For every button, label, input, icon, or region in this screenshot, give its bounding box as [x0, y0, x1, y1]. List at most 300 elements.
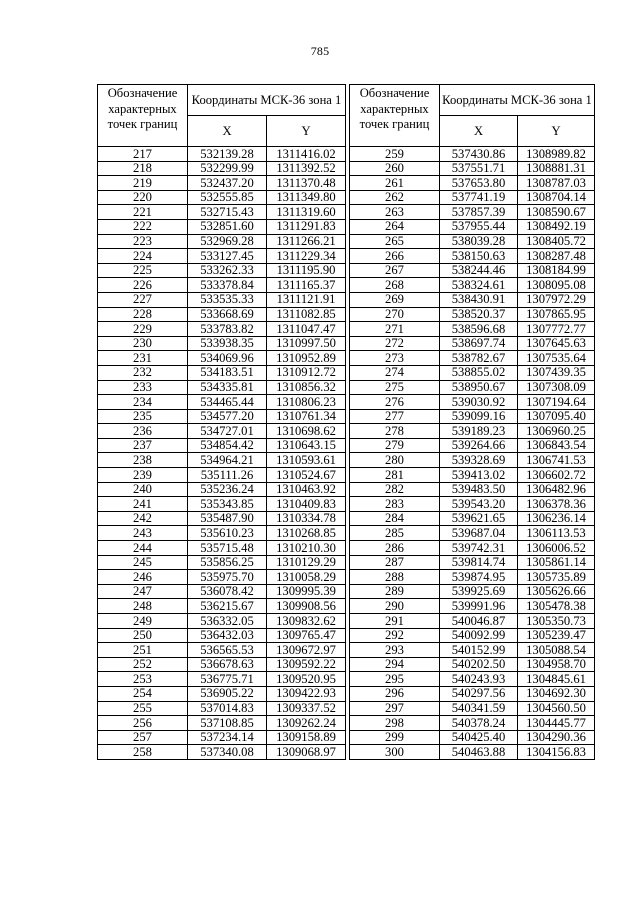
point-number: 284	[350, 511, 440, 526]
x-coordinate: 540202.50	[440, 657, 518, 672]
table-row	[98, 643, 346, 658]
table-row	[350, 351, 595, 366]
y-coordinate: 1311229.34	[267, 249, 346, 264]
table-row	[350, 584, 595, 599]
table-row	[350, 686, 595, 701]
point-number: 279	[350, 438, 440, 453]
table-row	[98, 263, 346, 278]
point-number: 234	[98, 395, 188, 410]
y-coordinate: 1307095.40	[518, 409, 595, 424]
x-coordinate: 534183.51	[188, 365, 267, 380]
point-number: 278	[350, 424, 440, 439]
point-number: 292	[350, 628, 440, 643]
point-number: 249	[98, 614, 188, 629]
y-coordinate: 1311121.91	[267, 292, 346, 307]
y-coordinate: 1306378.36	[518, 497, 595, 512]
table-row	[98, 701, 346, 716]
point-number: 254	[98, 686, 188, 701]
point-number: 295	[350, 672, 440, 687]
table-row	[98, 482, 346, 497]
x-coordinate: 540463.88	[440, 745, 518, 760]
x-coordinate: 537551.71	[440, 161, 518, 176]
point-number: 217	[98, 147, 188, 162]
point-number: 224	[98, 249, 188, 264]
table-row	[98, 147, 346, 162]
y-coordinate: 1308881.31	[518, 161, 595, 176]
x-coordinate: 538150.63	[440, 249, 518, 264]
table-row	[350, 599, 595, 614]
table-row	[350, 380, 595, 395]
point-number: 281	[350, 468, 440, 483]
point-number: 251	[98, 643, 188, 658]
y-coordinate: 1308287.48	[518, 249, 595, 264]
y-coordinate: 1310952.89	[267, 351, 346, 366]
table-row	[98, 628, 346, 643]
point-number: 236	[98, 424, 188, 439]
point-number: 221	[98, 205, 188, 220]
table-row	[350, 278, 595, 293]
y-coordinate: 1310268.85	[267, 526, 346, 541]
table-row	[350, 672, 595, 687]
table-row	[350, 219, 595, 234]
table-row	[350, 526, 595, 541]
x-coordinate: 538244.46	[440, 263, 518, 278]
point-number: 229	[98, 322, 188, 337]
x-coordinate: 538430.91	[440, 292, 518, 307]
y-coordinate: 1308184.99	[518, 263, 595, 278]
x-coordinate: 532555.85	[188, 190, 267, 205]
x-coordinate: 534069.96	[188, 351, 267, 366]
x-coordinate: 535975.70	[188, 570, 267, 585]
point-number: 280	[350, 453, 440, 468]
point-number: 266	[350, 249, 440, 264]
x-coordinate: 539264.66	[440, 438, 518, 453]
table-row	[350, 263, 595, 278]
table-row	[350, 438, 595, 453]
point-number: 274	[350, 365, 440, 380]
point-number: 271	[350, 322, 440, 337]
table-body-left	[98, 147, 346, 760]
x-coordinate: 532437.20	[188, 176, 267, 191]
table-row	[98, 511, 346, 526]
y-coordinate: 1305239.47	[518, 628, 595, 643]
y-coordinate: 1306960.25	[518, 424, 595, 439]
y-coordinate: 1309158.89	[267, 730, 346, 745]
y-coordinate: 1311349.80	[267, 190, 346, 205]
point-number: 267	[350, 263, 440, 278]
y-coordinate: 1306482.96	[518, 482, 595, 497]
point-number: 269	[350, 292, 440, 307]
y-coordinate: 1310409.83	[267, 497, 346, 512]
x-coordinate: 537430.86	[440, 147, 518, 162]
table-row	[98, 292, 346, 307]
y-coordinate: 1304156.83	[518, 745, 595, 760]
x-coordinate: 537857.39	[440, 205, 518, 220]
x-coordinate: 539621.65	[440, 511, 518, 526]
x-coordinate: 535487.90	[188, 511, 267, 526]
point-number: 285	[350, 526, 440, 541]
table-row	[98, 745, 346, 760]
table-row	[350, 453, 595, 468]
x-coordinate: 539991.96	[440, 599, 518, 614]
x-coordinate: 539413.02	[440, 468, 518, 483]
x-coordinate: 540378.24	[440, 716, 518, 731]
x-coordinate: 539814.74	[440, 555, 518, 570]
y-coordinate: 1307972.29	[518, 292, 595, 307]
y-coordinate: 1309908.56	[267, 599, 346, 614]
y-coordinate: 1305088.54	[518, 643, 595, 658]
table-row	[350, 365, 595, 380]
x-coordinate: 537014.83	[188, 701, 267, 716]
y-coordinate: 1308590.67	[518, 205, 595, 220]
y-coordinate: 1307194.64	[518, 395, 595, 410]
table-row	[98, 322, 346, 337]
x-coordinate: 539687.04	[440, 526, 518, 541]
y-coordinate: 1310643.15	[267, 438, 346, 453]
table-row	[350, 336, 595, 351]
x-coordinate: 533535.33	[188, 292, 267, 307]
y-coordinate: 1306006.52	[518, 541, 595, 556]
point-number: 261	[350, 176, 440, 191]
table-row	[98, 409, 346, 424]
point-number: 243	[98, 526, 188, 541]
point-number: 286	[350, 541, 440, 556]
table-row	[350, 745, 595, 760]
y-coordinate: 1306236.14	[518, 511, 595, 526]
point-number: 265	[350, 234, 440, 249]
point-number: 273	[350, 351, 440, 366]
y-coordinate: 1309995.39	[267, 584, 346, 599]
x-coordinate: 534727.01	[188, 424, 267, 439]
point-number: 299	[350, 730, 440, 745]
point-number: 250	[98, 628, 188, 643]
y-coordinate: 1310463.92	[267, 482, 346, 497]
x-coordinate: 535111.26	[188, 468, 267, 483]
point-number: 272	[350, 336, 440, 351]
y-coordinate: 1310129.29	[267, 555, 346, 570]
coordinates-table-left	[97, 84, 346, 760]
x-coordinate: 535610.23	[188, 526, 267, 541]
y-coordinate: 1310806.23	[267, 395, 346, 410]
point-number: 255	[98, 701, 188, 716]
x-coordinate: 539874.95	[440, 570, 518, 585]
coords-system-header: Координаты МСК-36 зона 1	[440, 85, 595, 116]
point-number: 257	[98, 730, 188, 745]
y-coordinate: 1310524.67	[267, 468, 346, 483]
x-coordinate: 537955.44	[440, 219, 518, 234]
table-row	[98, 219, 346, 234]
point-number: 238	[98, 453, 188, 468]
point-number: 244	[98, 541, 188, 556]
table-row	[350, 701, 595, 716]
point-number: 259	[350, 147, 440, 162]
point-number: 289	[350, 584, 440, 599]
x-coordinate: 540046.87	[440, 614, 518, 629]
x-coordinate: 534335.81	[188, 380, 267, 395]
designation-header: Обозначение характерных точек границ	[98, 85, 188, 147]
point-number: 263	[350, 205, 440, 220]
x-coordinate: 535343.85	[188, 497, 267, 512]
x-coordinate: 533938.35	[188, 336, 267, 351]
point-number: 223	[98, 234, 188, 249]
point-number: 235	[98, 409, 188, 424]
y-coordinate: 1306602.72	[518, 468, 595, 483]
y-coordinate: 1306113.53	[518, 526, 595, 541]
y-coordinate: 1310058.29	[267, 570, 346, 585]
x-coordinate: 537340.08	[188, 745, 267, 760]
y-coordinate: 1311416.02	[267, 147, 346, 162]
table-row	[350, 614, 595, 629]
table-row	[350, 322, 595, 337]
table-row	[98, 497, 346, 512]
table-row	[98, 365, 346, 380]
point-number: 283	[350, 497, 440, 512]
x-coordinate: 539543.20	[440, 497, 518, 512]
y-coordinate: 1311266.21	[267, 234, 346, 249]
point-number: 242	[98, 511, 188, 526]
table-row	[98, 716, 346, 731]
y-coordinate: 1309520.95	[267, 672, 346, 687]
table-row	[98, 278, 346, 293]
table-row	[350, 292, 595, 307]
table-row	[98, 234, 346, 249]
point-number: 227	[98, 292, 188, 307]
point-number: 260	[350, 161, 440, 176]
table-row	[350, 657, 595, 672]
x-coordinate: 536078.42	[188, 584, 267, 599]
y-coordinate: 1309068.97	[267, 745, 346, 760]
table-row	[350, 497, 595, 512]
y-coordinate: 1310334.78	[267, 511, 346, 526]
y-coordinate: 1307439.35	[518, 365, 595, 380]
table-row	[98, 570, 346, 585]
x-coordinate: 539483.50	[440, 482, 518, 497]
x-coordinate: 532715.43	[188, 205, 267, 220]
x-coordinate: 540425.40	[440, 730, 518, 745]
y-coordinate: 1310210.30	[267, 541, 346, 556]
x-coordinate: 536332.05	[188, 614, 267, 629]
x-coordinate: 537653.80	[440, 176, 518, 191]
point-number: 293	[350, 643, 440, 658]
table-row	[98, 526, 346, 541]
y-coordinate: 1308787.03	[518, 176, 595, 191]
table-row	[350, 395, 595, 410]
y-coordinate: 1309832.62	[267, 614, 346, 629]
y-coordinate: 1305735.89	[518, 570, 595, 585]
x-column-header: X	[188, 116, 267, 147]
point-number: 288	[350, 570, 440, 585]
page-number: 785	[310, 44, 330, 58]
point-number: 247	[98, 584, 188, 599]
y-column-header: Y	[518, 116, 595, 147]
x-coordinate: 532299.99	[188, 161, 267, 176]
x-coordinate: 537108.85	[188, 716, 267, 731]
x-coordinate: 539925.69	[440, 584, 518, 599]
table-row	[350, 190, 595, 205]
x-coordinate: 533668.69	[188, 307, 267, 322]
table-row	[350, 511, 595, 526]
x-coordinate: 538520.37	[440, 307, 518, 322]
point-number: 268	[350, 278, 440, 293]
table-row	[98, 205, 346, 220]
x-coordinate: 532851.60	[188, 219, 267, 234]
y-coordinate: 1308492.19	[518, 219, 595, 234]
table-row	[98, 249, 346, 264]
y-coordinate: 1309592.22	[267, 657, 346, 672]
table-row	[98, 584, 346, 599]
x-coordinate: 535856.25	[188, 555, 267, 570]
table-row	[98, 438, 346, 453]
point-number: 228	[98, 307, 188, 322]
point-number: 291	[350, 614, 440, 629]
point-number: 220	[98, 190, 188, 205]
table-row	[350, 249, 595, 264]
x-coordinate: 540243.93	[440, 672, 518, 687]
coordinates-table-right	[349, 84, 595, 760]
table-row	[98, 336, 346, 351]
y-coordinate: 1307535.64	[518, 351, 595, 366]
point-number: 258	[98, 745, 188, 760]
y-coordinate: 1304692.30	[518, 686, 595, 701]
table-row	[98, 614, 346, 629]
x-coordinate: 540341.59	[440, 701, 518, 716]
table-row	[98, 351, 346, 366]
coordinates-tables	[97, 84, 594, 824]
x-coordinate: 536565.53	[188, 643, 267, 658]
table-row	[350, 161, 595, 176]
x-coordinate: 533127.45	[188, 249, 267, 264]
point-number: 262	[350, 190, 440, 205]
y-coordinate: 1311082.85	[267, 307, 346, 322]
x-coordinate: 537234.14	[188, 730, 267, 745]
point-number: 252	[98, 657, 188, 672]
x-coordinate: 538324.61	[440, 278, 518, 293]
x-coordinate: 536678.63	[188, 657, 267, 672]
table-row	[98, 424, 346, 439]
table-row	[350, 643, 595, 658]
point-number: 277	[350, 409, 440, 424]
x-coordinate: 535715.48	[188, 541, 267, 556]
table-row	[98, 176, 346, 191]
point-number: 241	[98, 497, 188, 512]
x-coordinate: 538782.67	[440, 351, 518, 366]
x-coordinate: 538697.74	[440, 336, 518, 351]
x-coordinate: 539030.92	[440, 395, 518, 410]
point-number: 253	[98, 672, 188, 687]
y-coordinate: 1304445.77	[518, 716, 595, 731]
x-coordinate: 533262.33	[188, 263, 267, 278]
y-coordinate: 1310698.62	[267, 424, 346, 439]
point-number: 296	[350, 686, 440, 701]
table-row	[350, 555, 595, 570]
x-coordinate: 540092.99	[440, 628, 518, 643]
y-coordinate: 1305478.38	[518, 599, 595, 614]
y-coordinate: 1308405.72	[518, 234, 595, 249]
point-number: 287	[350, 555, 440, 570]
y-coordinate: 1304290.36	[518, 730, 595, 745]
y-coordinate: 1308095.08	[518, 278, 595, 293]
y-coordinate: 1305861.14	[518, 555, 595, 570]
y-coordinate: 1309262.24	[267, 716, 346, 731]
table-row	[350, 541, 595, 556]
point-number: 264	[350, 219, 440, 234]
y-coordinate: 1306843.54	[518, 438, 595, 453]
table-row	[98, 307, 346, 322]
y-coordinate: 1308704.14	[518, 190, 595, 205]
y-coordinate: 1304845.61	[518, 672, 595, 687]
table-row	[98, 657, 346, 672]
y-coordinate: 1305626.66	[518, 584, 595, 599]
y-coordinate: 1309337.52	[267, 701, 346, 716]
x-coordinate: 536215.67	[188, 599, 267, 614]
point-number: 300	[350, 745, 440, 760]
x-coordinate: 538855.02	[440, 365, 518, 380]
point-number: 226	[98, 278, 188, 293]
point-number: 248	[98, 599, 188, 614]
x-coordinate: 534577.20	[188, 409, 267, 424]
table-row	[350, 234, 595, 249]
point-number: 282	[350, 482, 440, 497]
table-row	[98, 395, 346, 410]
point-number: 230	[98, 336, 188, 351]
point-number: 275	[350, 380, 440, 395]
table-row	[350, 205, 595, 220]
table-row	[350, 628, 595, 643]
x-coordinate: 532139.28	[188, 147, 267, 162]
y-coordinate: 1311165.37	[267, 278, 346, 293]
y-coordinate: 1311392.52	[267, 161, 346, 176]
table-row	[350, 424, 595, 439]
x-coordinate: 536775.71	[188, 672, 267, 687]
y-coordinate: 1311319.60	[267, 205, 346, 220]
y-coordinate: 1311195.90	[267, 263, 346, 278]
coords-system-header: Координаты МСК-36 зона 1	[188, 85, 346, 116]
x-coordinate: 532969.28	[188, 234, 267, 249]
table-row	[98, 190, 346, 205]
y-coordinate: 1309422.93	[267, 686, 346, 701]
x-coordinate: 539189.23	[440, 424, 518, 439]
y-coordinate: 1310593.61	[267, 453, 346, 468]
y-coordinate: 1311370.48	[267, 176, 346, 191]
x-coordinate: 536905.22	[188, 686, 267, 701]
x-coordinate: 539099.16	[440, 409, 518, 424]
table-row	[98, 161, 346, 176]
table-row	[98, 380, 346, 395]
table-row	[98, 686, 346, 701]
point-number: 276	[350, 395, 440, 410]
y-coordinate: 1311047.47	[267, 322, 346, 337]
table-row	[350, 570, 595, 585]
y-coordinate: 1310856.32	[267, 380, 346, 395]
point-number: 246	[98, 570, 188, 585]
x-coordinate: 537741.19	[440, 190, 518, 205]
y-coordinate: 1309765.47	[267, 628, 346, 643]
x-coordinate: 534964.21	[188, 453, 267, 468]
point-number: 218	[98, 161, 188, 176]
point-number: 256	[98, 716, 188, 731]
x-coordinate: 534854.42	[188, 438, 267, 453]
point-number: 290	[350, 599, 440, 614]
point-number: 232	[98, 365, 188, 380]
y-coordinate: 1305350.73	[518, 614, 595, 629]
table-row	[350, 176, 595, 191]
y-coordinate: 1306741.53	[518, 453, 595, 468]
x-column-header: X	[440, 116, 518, 147]
point-number: 240	[98, 482, 188, 497]
table-row	[350, 716, 595, 731]
point-number: 233	[98, 380, 188, 395]
x-coordinate: 535236.24	[188, 482, 267, 497]
